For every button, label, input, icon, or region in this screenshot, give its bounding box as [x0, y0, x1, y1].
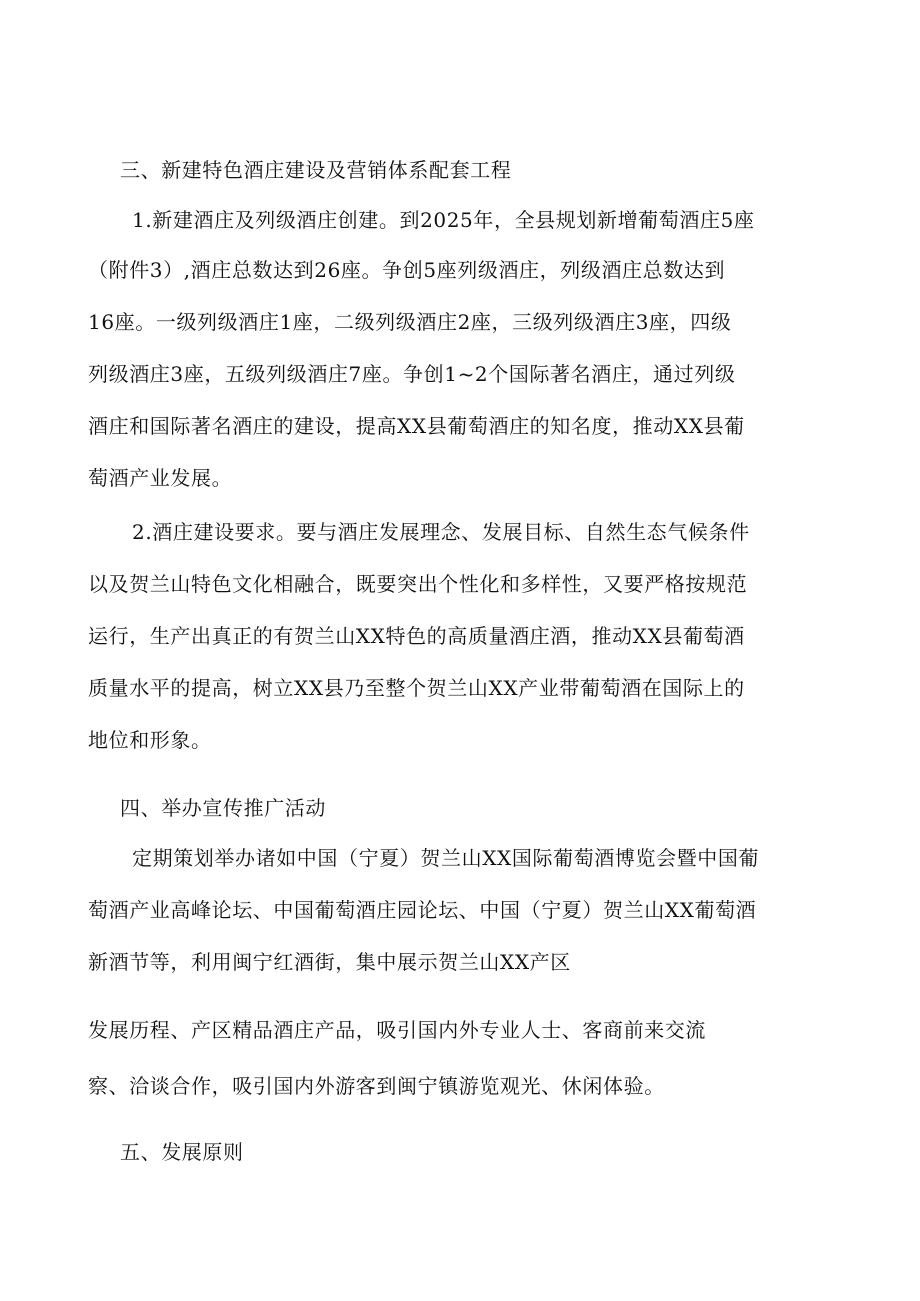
- section-4-para2-line-2: 察、洽谈合作，吸引国内外游客到闽宁镇游览观光、休闲体验。: [88, 1074, 665, 1098]
- item-2-line-2: 以及贺兰山特色文化相融合，既要突出个性化和多样性，又要严格按规范: [88, 572, 748, 596]
- item-1-line-2: （附件3）,酒庄总数达到26座。争创5座列级酒庄，列级酒庄总数达到: [88, 258, 726, 282]
- section-4-para-line-1: 定期策划举办诸如中国（宁夏）贺兰山XX国际葡萄酒博览会暨中国葡: [132, 846, 760, 870]
- item-1-line-6: 萄酒产业发展。: [88, 466, 233, 490]
- section-4-para2-line-1: 发展历程、产区精品酒庄产品，吸引国内外专业人士、客商前来交流: [88, 1018, 706, 1042]
- item-1-line-5: 酒庄和国际著名酒庄的建设，提高XX县葡萄酒庄的知名度，推动XX县葡: [88, 414, 745, 438]
- section-3-heading: 三、新建特色酒庄建设及营销体系配套工程: [120, 158, 512, 182]
- item-1-line-1: 1.新建酒庄及列级酒庄创建。到2025年，全县规划新增葡萄酒庄5座: [132, 208, 755, 232]
- item-2-line-1: 2.酒庄建设要求。要与酒庄发展理念、发展目标、自然生态气候条件: [132, 520, 750, 544]
- item-2-line-5: 地位和形象。: [88, 728, 212, 752]
- item-1-line-4: 列级酒庄3座，五级列级酒庄7座。争创1~2个国际著名酒庄，通过列级: [88, 362, 736, 386]
- item-2-line-3: 运行，生产出真正的有贺兰山XX特色的高质量酒庄酒，推动XX县葡萄酒: [88, 624, 745, 648]
- section-4-para-line-2: 萄酒产业高峰论坛、中国葡萄酒庄园论坛、中国（宁夏）贺兰山XX葡萄酒: [88, 898, 757, 922]
- section-5-heading: 五、发展原则: [120, 1140, 244, 1164]
- section-4-para-line-3: 新酒节等，利用闽宁红酒街，集中展示贺兰山XX产区: [88, 950, 571, 974]
- item-2-line-4: 质量水平的提高，树立XX县乃至整个贺兰山XX产业带葡萄酒在国际上的: [88, 676, 745, 700]
- section-4-heading: 四、举办宣传推广活动: [120, 796, 326, 820]
- item-1-line-3: 16座。一级列级酒庄1座，二级列级酒庄2座，三级列级酒庄3座，四级: [88, 310, 732, 334]
